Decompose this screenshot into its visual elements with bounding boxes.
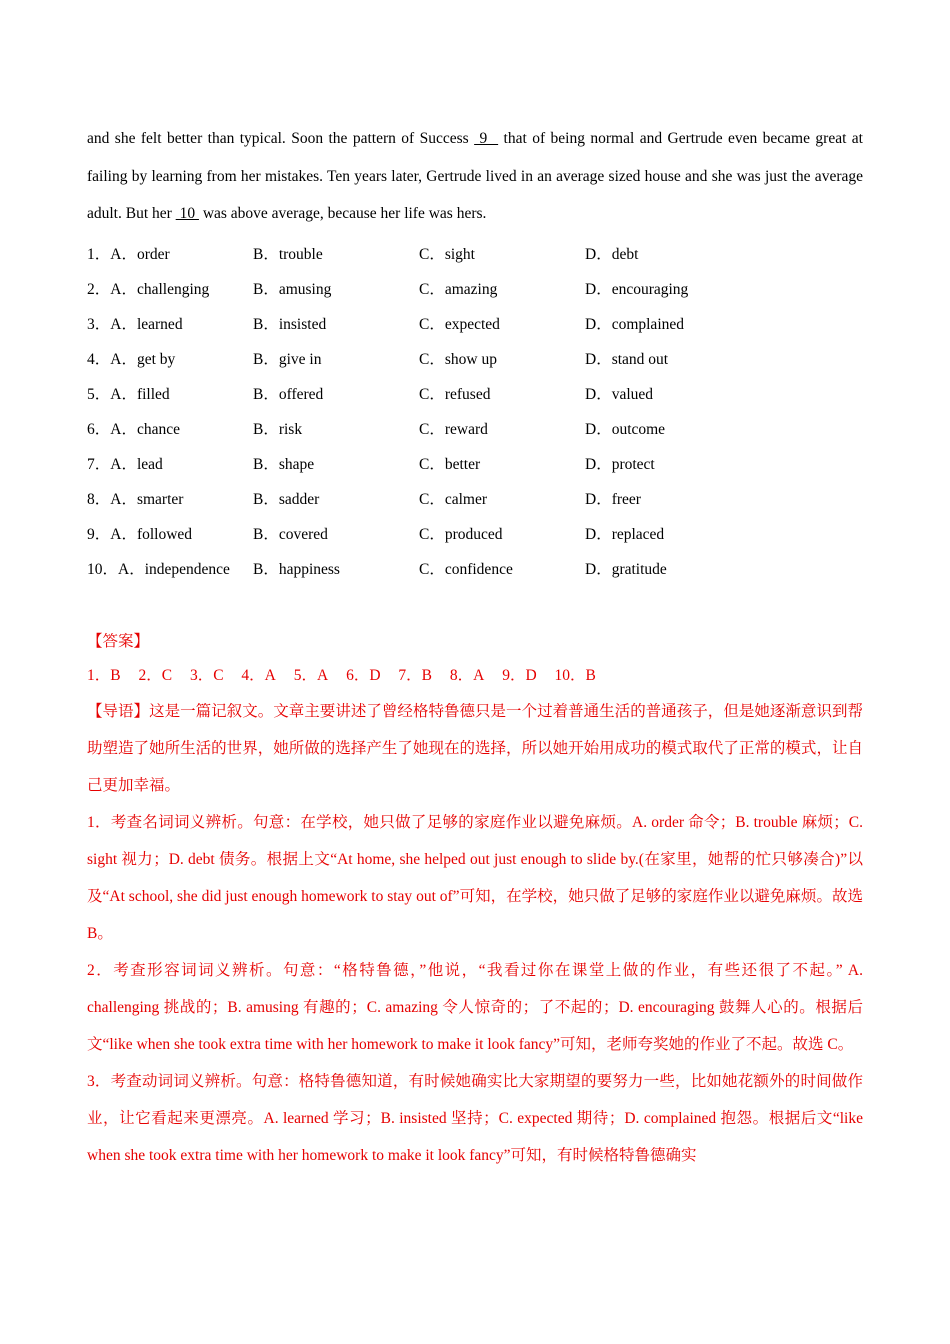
option-a: 1．A．order [87, 245, 170, 263]
option-c: C．expected [419, 315, 500, 333]
option-a: 10．A．independence [87, 560, 230, 578]
blank-9: 9 [474, 130, 499, 147]
option-a: 2．A．challenging [87, 280, 210, 298]
answer-key: 10．B [554, 666, 596, 684]
explanation-3: 3．考查动词词义辨析。句意：格特鲁德知道，有时候她确实比大家期望的要努力一些，比如她花额外的时间做作业，让它看起来更漂亮。A. learned 学习；B. insisted 坚持；C. expected 期待；D. complained 抱怨。根据后文“like when she took extra time with her homework to make it look fancy”可知，有时候格特鲁德确实 [87, 1072, 863, 1164]
option-b: B．risk [253, 420, 303, 438]
option-d: D．encouraging [585, 280, 689, 298]
passage-text: that of being normal and Gertrude even became great at failing by learning from her mistakes. Ten years later, Gertrude lived in an average sized house and she was just the average adult. But her [87, 130, 863, 222]
answer-key: 4．A [241, 666, 276, 684]
option-d: D．replaced [585, 525, 665, 543]
question-row [87, 412, 863, 447]
option-b: B．sadder [253, 490, 320, 508]
question-row [87, 272, 863, 307]
question-row [87, 377, 863, 412]
answer-key: 1．B [87, 666, 121, 684]
option-c: C．confidence [419, 560, 513, 578]
option-d: D．outcome [585, 420, 666, 438]
answer-key: 3．C [189, 666, 224, 684]
option-b: B．trouble [253, 245, 323, 263]
question-row [87, 482, 863, 517]
option-a: 5．A．filled [87, 385, 170, 403]
option-a: 8．A．smarter [87, 490, 184, 508]
option-c: C．calmer [419, 490, 488, 508]
option-b: B．happiness [253, 560, 340, 578]
option-d: D．gratitude [585, 560, 667, 578]
passage-text: and she felt better than typical. Soon the pattern of Success [87, 130, 475, 147]
explanation-2: 2．考查形容词词义辨析。句意：“格特鲁德，”他说，“我看过你在课堂上做的作业，有些还很了不起。” A. challenging 挑战的；B. amusing 有趣的；C. amazing 令人惊奇的；了不起的；D. encouraging 鼓舞人心的。根据后文“like when she took extra time with her homework to make it look fancy”可知，老师夸奖她的作业了不起。故选 C。 [87, 961, 863, 1053]
option-c: C．produced [419, 525, 503, 543]
option-d: D．stand out [585, 350, 669, 368]
passage-paragraph [87, 120, 863, 233]
answer-key: 8．A [449, 666, 485, 684]
option-c: C．sight [419, 245, 475, 263]
option-b: B．amusing [253, 280, 332, 298]
document-content [87, 120, 863, 1174]
option-d: D．complained [585, 315, 685, 333]
option-b: B．give in [253, 350, 322, 368]
option-a: 4．A．get by [87, 350, 176, 368]
answer-title: 【答案】 [87, 632, 150, 650]
option-c: C．reward [419, 420, 488, 438]
option-c: C．amazing [419, 280, 498, 298]
option-b: B．shape [253, 455, 315, 473]
question-row [87, 447, 863, 482]
option-d: D．protect [585, 455, 655, 473]
option-c: C．refused [419, 385, 491, 403]
explanation-1: 1．考查名词词义辨析。句意：在学校，她只做了足够的家庭作业以避免麻烦。A. order 命令；B. trouble 麻烦；C. sight 视力；D. debt 债务。根据上文“At home, she helped out just enough to slide by.(在家里，她帮的忙只够凑合)”以及“At school, she did just enough homework to stay out of”可知，在学校，她只做了足够的家庭作业以避免麻烦。故选 B。 [87, 813, 863, 942]
question-row [87, 552, 863, 587]
answer-key: 9．D [502, 666, 537, 684]
answer-key: 6．D [346, 666, 381, 684]
question-options [87, 237, 863, 587]
question-row [87, 342, 863, 377]
answer-key: 2．C [138, 666, 173, 684]
answer-key-list [87, 659, 863, 693]
option-b: B．offered [253, 385, 324, 403]
option-b: B．insisted [253, 315, 327, 333]
option-d: D．debt [585, 245, 639, 263]
passage-text: was above average, because her life was hers. [198, 205, 487, 222]
option-a: 6．A．chance [87, 420, 180, 438]
question-row [87, 307, 863, 342]
option-d: D．valued [585, 385, 654, 403]
question-row [87, 237, 863, 272]
option-c: C．better [419, 455, 481, 473]
answer-key: 5．A [293, 666, 329, 684]
blank-10: 10 [175, 205, 199, 222]
option-b: B．covered [253, 525, 328, 543]
question-row [87, 517, 863, 552]
guide-paragraph: 【导语】这是一篇记叙文。文章主要讲述了曾经格特鲁德只是一个过着普通生活的普通孩子，但是她逐渐意识到帮助塑造了她所生活的世界，她所做的选择产生了她现在的选择，所以她开始用成功的模式取代了正常的模式，让自己更加幸福。 [87, 702, 863, 794]
option-a: 9．A．followed [87, 525, 193, 543]
option-a: 3．A．learned [87, 315, 183, 333]
option-d: D．freer [585, 490, 641, 508]
option-a: 7．A．lead [87, 455, 163, 473]
answer-key: 7．B [398, 666, 432, 684]
option-c: C．show up [419, 350, 497, 368]
